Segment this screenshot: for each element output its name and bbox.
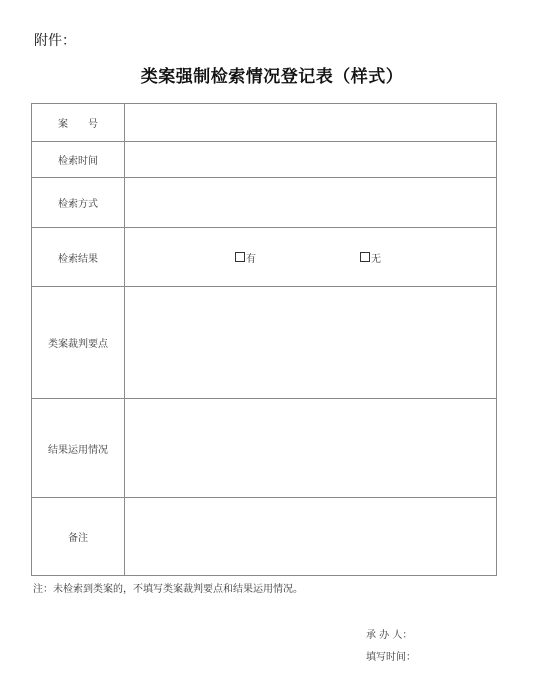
key-points-label: 类案裁判要点 xyxy=(32,287,125,399)
registration-form-table xyxy=(31,103,497,576)
table-row-key-points xyxy=(32,287,497,399)
table-row-result-application xyxy=(32,399,497,498)
remarks-label: 备注 xyxy=(32,498,125,576)
table-row-search-result xyxy=(32,228,497,287)
remarks-field[interactable] xyxy=(125,498,497,576)
checkbox-icon[interactable] xyxy=(360,252,370,262)
search-method-label: 检索方式 xyxy=(32,178,125,228)
fill-time-label: 填写时间： xyxy=(366,652,416,663)
result-no-label: 无 xyxy=(371,253,381,265)
result-yes-option[interactable] xyxy=(235,250,256,265)
result-application-label: 结果运用情况 xyxy=(32,399,125,498)
case-number-label: 案 号 xyxy=(32,104,125,142)
search-time-field[interactable] xyxy=(125,142,497,178)
search-result-label: 检索结果 xyxy=(32,228,125,287)
result-application-field[interactable] xyxy=(125,399,497,498)
attachment-label: 附件： xyxy=(34,33,76,49)
page-title: 类案强制检索情况登记表（样式） xyxy=(140,67,404,87)
footnote: 注：未检索到类案的，不填写类案裁判要点和结果运用情况。 xyxy=(33,584,303,595)
case-number-field[interactable] xyxy=(125,104,497,142)
handler-label: 承 办 人： xyxy=(366,630,413,641)
table-row-search-method xyxy=(32,178,497,228)
table-row-case-number xyxy=(32,104,497,142)
checkbox-icon[interactable] xyxy=(235,252,245,262)
search-method-field[interactable] xyxy=(125,178,497,228)
search-result-options xyxy=(125,228,497,287)
key-points-field[interactable] xyxy=(125,287,497,399)
table-row-search-time xyxy=(32,142,497,178)
result-no-option[interactable] xyxy=(360,250,381,265)
result-yes-label: 有 xyxy=(246,253,256,265)
table-row-remarks xyxy=(32,498,497,576)
search-time-label: 检索时间 xyxy=(32,142,125,178)
